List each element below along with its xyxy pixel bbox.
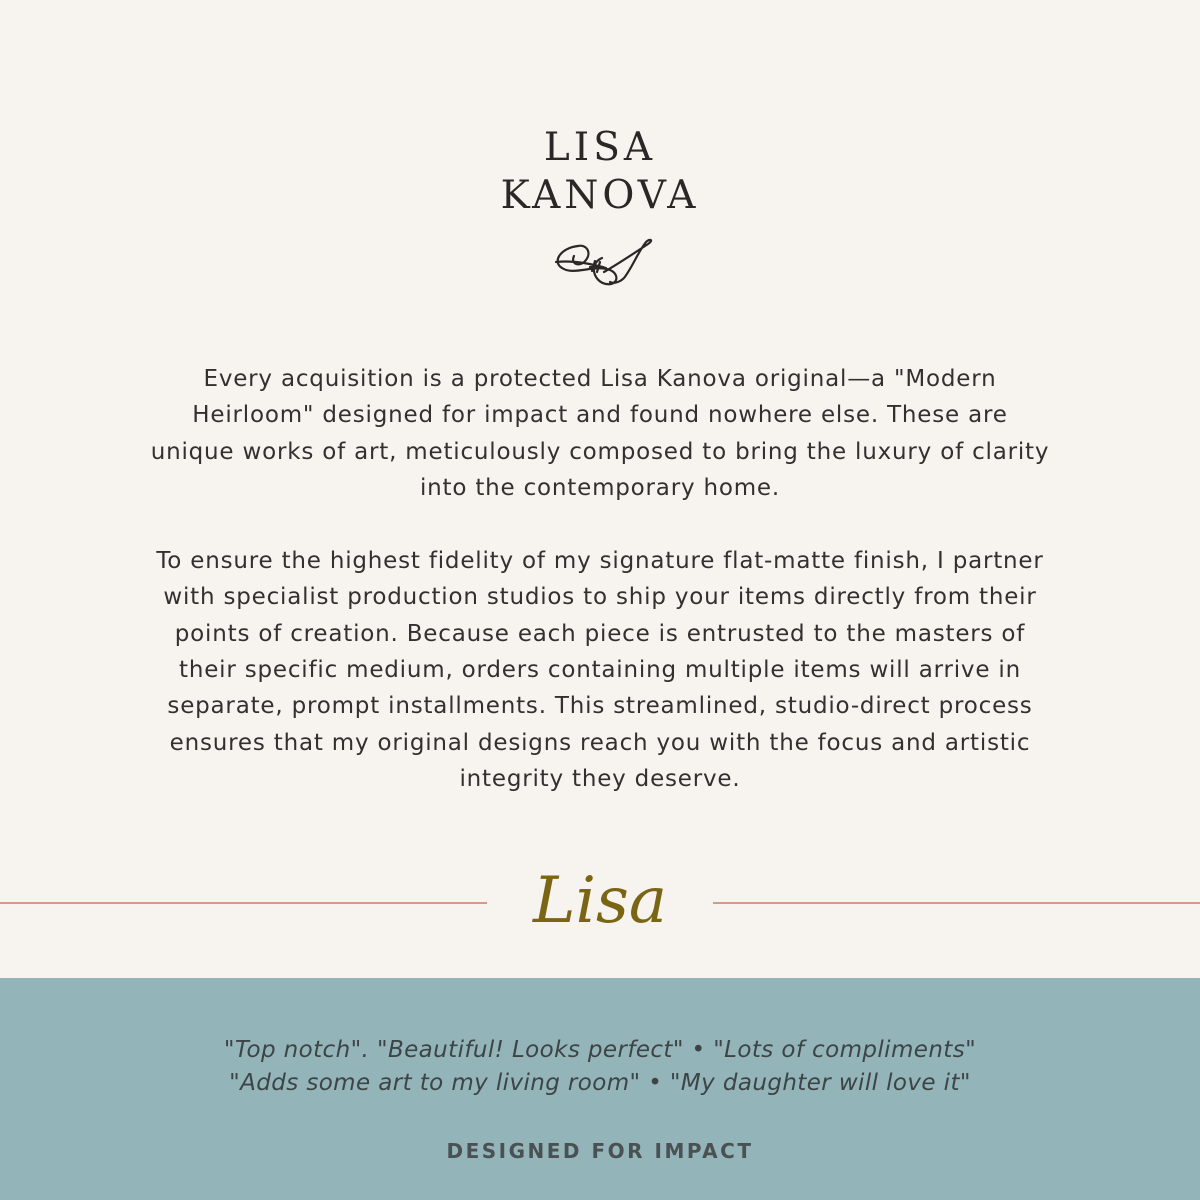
flourish-monogram-icon: [548, 234, 658, 294]
divider-right: [713, 902, 1200, 904]
testimonial-quotes: [0, 1034, 1200, 1100]
intro-copy: [150, 361, 1050, 797]
brand-first-name: LISA: [543, 125, 657, 170]
brand-last-name: KANOVA: [500, 173, 700, 218]
brand-wordmark: [0, 124, 1200, 220]
footer-tagline: DESIGNED FOR IMPACT: [446, 1139, 754, 1163]
testimonial-line-1: "Top notch". "Beautiful! Looks perfect" • "Lots of compliments": [223, 1037, 977, 1063]
testimonial-line-2: "Adds some art to my living room" • "My daughter will love it": [229, 1070, 971, 1096]
intro-paragraph-2: To ensure the highest fidelity of my signature flat-matte finish, I partner with specialist production studios to ship your items directly from their points of creation. Because each piece is entrusted to the masters of their specific medium, orders containing multiple items will arrive in separate, prompt installments. This streamlined, studio-direct process ensures that my original designs reach you with the focus and artistic integrity they deserve.: [156, 548, 1044, 792]
signature-lisa: [520, 850, 680, 950]
intro-paragraph-1: Every acquisition is a protected Lisa Kanova original—a "Modern Heirloom" designed for impact and found nowhere else. These are unique works of art, meticulously composed to bring the luxury of clarity into the contemporary home.: [150, 366, 1050, 501]
signature-text: Lisa: [533, 864, 667, 938]
divider-left: [0, 902, 487, 904]
